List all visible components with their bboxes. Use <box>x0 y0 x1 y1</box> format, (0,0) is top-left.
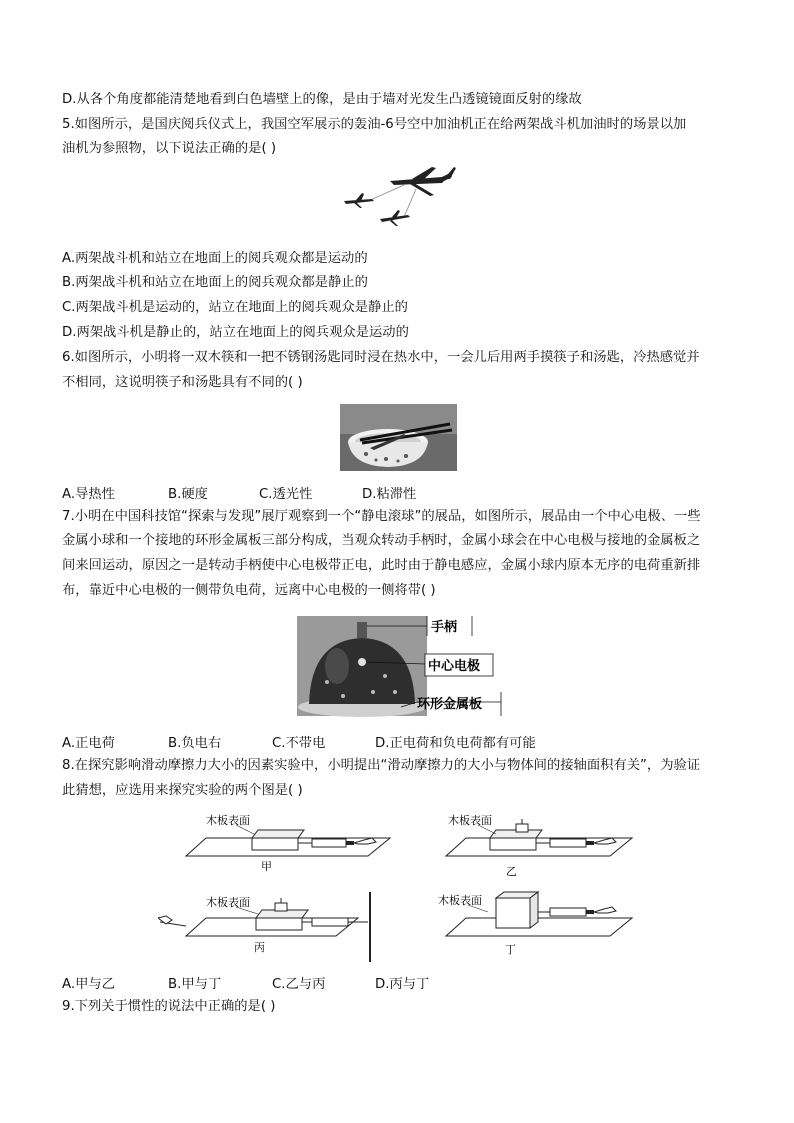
q8-bing-weight <box>275 903 287 911</box>
q7-stem-line1: 7.小明在中国科技馆“探索与发现”展厅观察到一个“静电滚球”的展品，如图所示，展品由一个中心电极、一些 <box>62 509 701 524</box>
q9-stem-line1: 9.下列关于惯性的说法中正确的是( ) <box>62 999 276 1014</box>
q7-static-ball-figure <box>297 612 502 718</box>
q8-option-a: A.甲与乙 <box>62 977 115 992</box>
q8-jia-spring-scale <box>312 839 346 847</box>
q8-jia-surface-label: 木板表面 <box>206 814 250 827</box>
q7-label-ring-plate: 环形金属板 <box>417 697 483 712</box>
q4-option-d: D.从各个角度都能清楚地看到白色墙壁上的像，是由于墙对光发生凸透镜镜面反射的缘故 <box>62 92 582 107</box>
q8-bing-surface-label: 木板表面 <box>206 896 250 909</box>
q8-ding-surface-label: 木板表面 <box>438 894 482 907</box>
q8-jia-block <box>252 838 298 850</box>
q5-option-c: C.两架战斗机是运动的，站立在地面上的阅兵观众是静止的 <box>62 300 408 315</box>
q8-ding-block <box>496 898 530 928</box>
q7-stem-line3: 间来回运动，原因之一是转动手柄使中心电极带正电，此时由于静电感应，金属小球内原本无序的电荷重新排 <box>62 558 701 573</box>
q8-option-b: B.甲与丁 <box>168 977 222 992</box>
q6-bowl-figure <box>340 404 457 471</box>
q8-yi-block <box>490 838 536 850</box>
q8-stem-line2: 此猜想，应选用来探究实验的两个图是( ) <box>62 783 303 798</box>
q8-jia-label: 甲 <box>261 860 272 873</box>
q6-option-a: A.导热性 <box>62 487 115 502</box>
q8-ding-label: 丁 <box>505 943 516 956</box>
q8-friction-experiment-figure <box>158 810 642 962</box>
q7-option-d: D.正电荷和负电荷都有可能 <box>375 736 536 751</box>
q8-yi-surface-label: 木板表面 <box>448 814 492 827</box>
q7-option-b: B.负电右 <box>168 736 222 751</box>
q8-option-c: C.乙与丙 <box>272 977 326 992</box>
q7-stem-line4: 布，靠近中心电极的一侧带负电荷，远离中心电极的一侧将带( ) <box>62 583 436 598</box>
q7-handle <box>357 622 367 638</box>
q5-option-a: A.两架战斗机和站立在地面上的阅兵观众都是运动的 <box>62 251 368 266</box>
q6-option-c: C.透光性 <box>259 487 313 502</box>
q6-option-d: D.粘滞性 <box>362 487 417 502</box>
q8-yi-label: 乙 <box>506 865 517 878</box>
q5-stem-line2: 油机为参照物，以下说法正确的是( ) <box>62 141 277 156</box>
q8-stem-line1: 8.在探究影响滑动摩擦力大小的因素实验中，小明提出“滑动摩擦力的大小与物体间的接轴面积有关”，为验证 <box>62 758 701 773</box>
q8-bing-spring-scale <box>312 918 348 926</box>
q7-label-handle: 手柄 <box>431 620 458 635</box>
q5-option-d: D.两架战斗机是静止的，站立在地面上的阅兵观众是运动的 <box>62 325 409 340</box>
q8-option-d: D.丙与丁 <box>375 977 430 992</box>
q7-stem-line2: 金属小球和一个接地的环形金属板三部分构成，当观众转动手柄时，金属小球会在中心电极与接地的金属板之 <box>62 533 701 548</box>
q5-stem-line1: 5.如图所示，是国庆阅兵仪式上，我国空军展示的轰油-6号空中加油机正在给两架战斗机加油时的场景以加 <box>62 117 687 132</box>
q5-option-b: B.两架战斗机和站立在地面上的阅兵观众都是静止的 <box>62 275 368 290</box>
q7-label-center-electrode: 中心电极 <box>428 659 481 674</box>
q7-option-c: C.不带电 <box>272 736 326 751</box>
q5-refueling-figure <box>338 165 458 233</box>
q8-bing-block <box>256 918 302 930</box>
q8-yi-spring-scale <box>550 839 586 847</box>
q6-option-b: B.硬度 <box>168 487 208 502</box>
q8-ding-spring-scale <box>550 908 586 916</box>
q6-stem-line1: 6.如图所示，小明将一双木筷和一把不锈钢汤匙同时浸在热水中，一会儿后用两手摸筷子和汤匙，冷热感觉并 <box>62 350 700 365</box>
q7-center-electrode <box>358 658 366 666</box>
q8-yi-weight <box>516 824 528 832</box>
q7-option-a: A.正电荷 <box>62 736 115 751</box>
q8-bing-label: 丙 <box>254 941 265 954</box>
q6-stem-line2: 不相同，这说明筷子和汤匙具有不同的( ) <box>62 375 303 390</box>
